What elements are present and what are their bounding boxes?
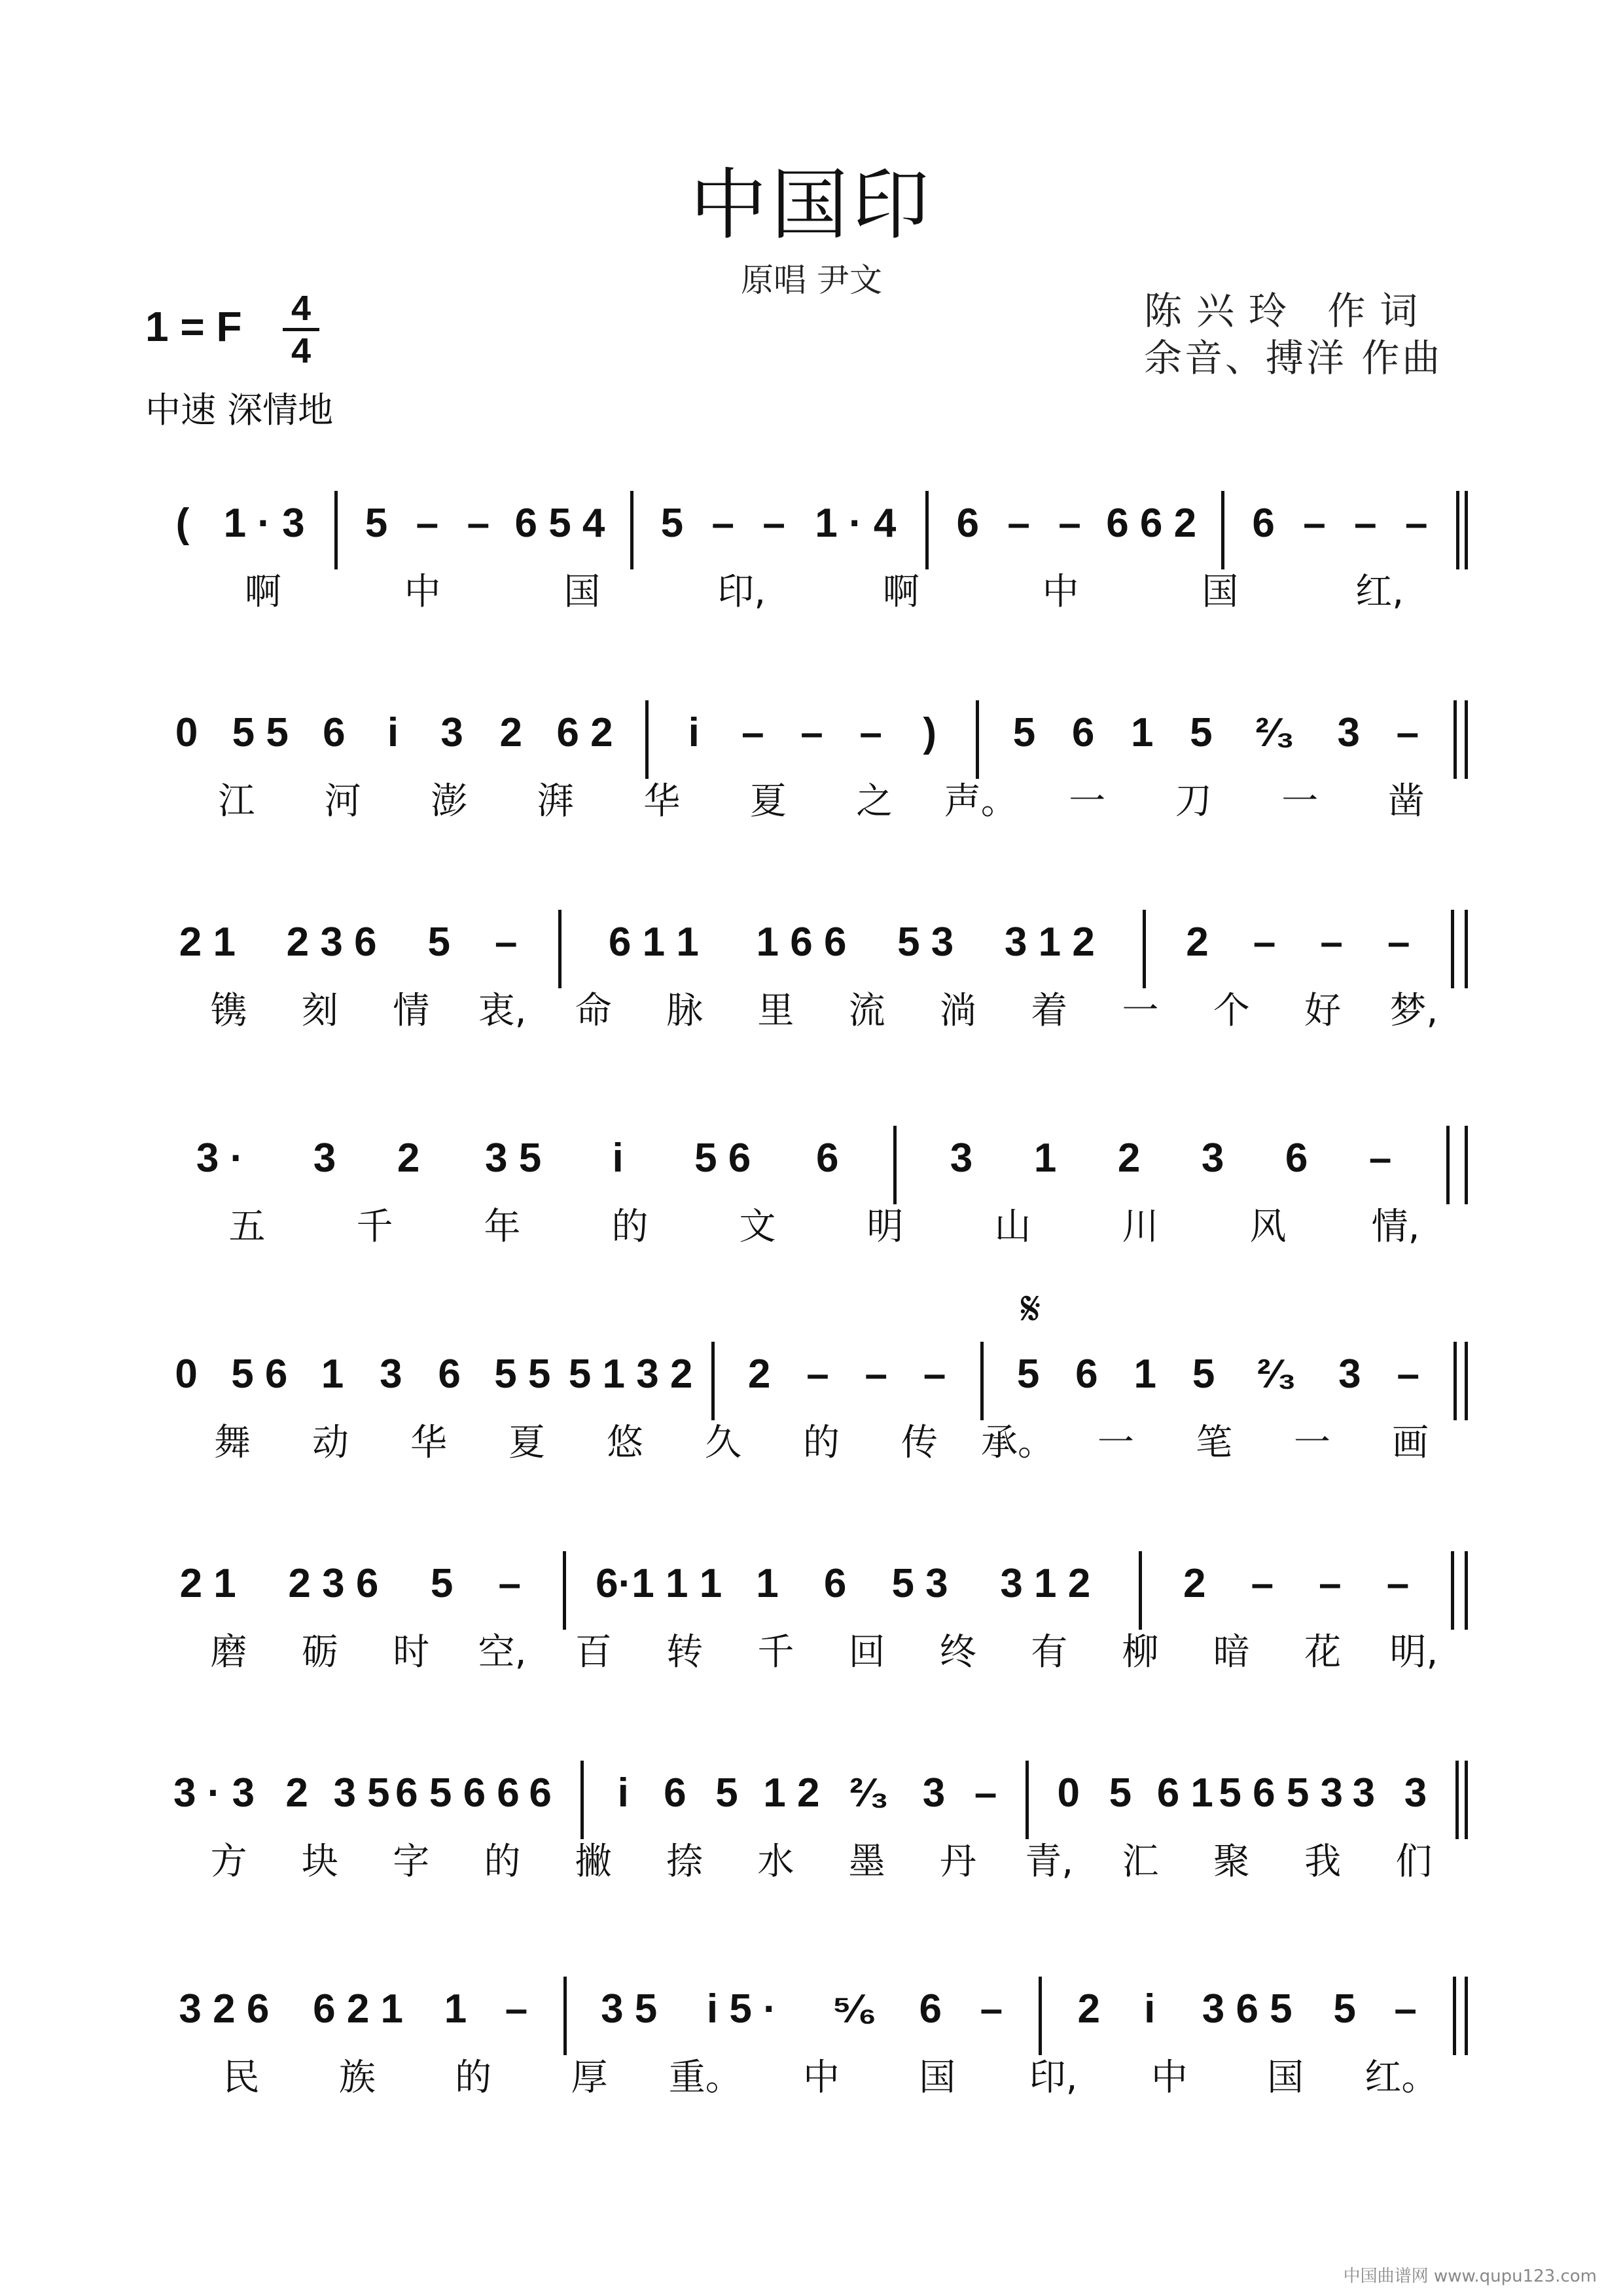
note-group: – (711, 501, 735, 546)
lyric-char: 风 (1249, 1206, 1287, 1248)
note-group: ²⁄₃ (849, 1770, 889, 1816)
note-group: ²⁄₃ (1255, 710, 1294, 755)
lyric-char: 脉 (666, 990, 704, 1032)
note-group: 3 (1338, 1352, 1361, 1397)
notation-row (0, 1558, 1623, 1623)
note-group: i (617, 1770, 629, 1816)
note-group: 6 (664, 1770, 687, 1816)
lyric-char: 我 (1304, 1840, 1342, 1883)
note-group: 5 1 3 2 (568, 1352, 693, 1397)
notation-row (0, 916, 1623, 982)
lyric-char: 之 (856, 780, 893, 823)
lyric-char: 一 (1097, 1422, 1134, 1464)
lyric-char: 国 (1202, 571, 1239, 613)
lyric-char: 国 (563, 571, 601, 613)
lyric-char: 的 (611, 1206, 649, 1248)
note-group: 6 1 1 (608, 920, 699, 965)
note-group: 1 (1033, 1136, 1057, 1181)
note-group: – (762, 501, 785, 546)
lyric-char: 的 (484, 1840, 521, 1883)
note-group: 6 (1071, 710, 1095, 755)
barline (1446, 1126, 1450, 1204)
note-group: – (800, 710, 823, 755)
note-group: 5 3 (891, 1561, 948, 1606)
note-group: 5 (1192, 1352, 1215, 1397)
barline (711, 1342, 715, 1420)
lyric-char: 啊 (244, 571, 281, 613)
note-group: i (612, 1136, 624, 1181)
lyric-char: 千 (757, 1631, 794, 1674)
note-group: 3 (313, 1136, 336, 1181)
lyric-char: 华 (410, 1422, 447, 1464)
lyric-char: 红。 (1364, 2056, 1438, 2099)
note-group: 1 2 (763, 1770, 820, 1816)
note-group: i 5 · (706, 1986, 777, 2032)
barline (1451, 910, 1454, 988)
notation-row (0, 1767, 1623, 1833)
note-group: – (1386, 1561, 1410, 1606)
lyric-char: 年 (484, 1206, 521, 1248)
barline (980, 1342, 984, 1420)
barline (1454, 700, 1457, 779)
lyricist-credit: 陈兴玲 作词 (1144, 289, 1433, 333)
lyric-char: 刻 (301, 990, 338, 1032)
lyric-char: 明, (1389, 1631, 1438, 1674)
note-group: – (1405, 501, 1428, 546)
lyric-char: 刀 (1175, 780, 1212, 823)
barline (1221, 491, 1224, 569)
note-group: 5 (1333, 1986, 1356, 2032)
lyric-char: 转 (666, 1631, 704, 1674)
lyric-char: 明 (866, 1206, 904, 1248)
lyric-char: 民 (223, 2056, 260, 2099)
barline (563, 1551, 566, 1630)
lyric-char: 五 (228, 1206, 266, 1248)
barline-end (1465, 700, 1468, 779)
barline (563, 1977, 567, 2055)
barline (893, 1126, 897, 1204)
lyric-char: 好 (1304, 990, 1342, 1032)
lyric-char: 水 (757, 1840, 794, 1883)
note-group: 6 (1075, 1352, 1098, 1397)
barline (1454, 1342, 1457, 1420)
key-signature: 1 = F (145, 303, 242, 350)
note-group: 1 (756, 1561, 779, 1606)
lyric-char: 笔 (1196, 1422, 1232, 1464)
note-group: 5 6 (694, 1136, 751, 1181)
lyric-char: 国 (919, 2056, 956, 2099)
note-group: – (806, 1352, 829, 1397)
lyric-char: 镌 (210, 990, 247, 1032)
lyrics-row (0, 779, 1623, 844)
lyric-char: 流 (848, 990, 885, 1032)
note-group: – (741, 710, 764, 755)
note-group: 5 (1012, 710, 1036, 755)
note-group: ²⁄₃ (1257, 1352, 1296, 1397)
note-group: 6 5 4 (514, 501, 605, 546)
note-group: 5 6 (231, 1352, 288, 1397)
note-group: 3 (1404, 1770, 1427, 1816)
score-line (0, 1132, 1623, 1263)
lyric-char: 着 (1031, 990, 1068, 1032)
composer-credit: 余音、搏洋 作曲 (1144, 336, 1443, 380)
note-group: – (980, 1986, 1003, 2032)
note-group: 5 5 (494, 1352, 551, 1397)
lyrics-row (0, 1204, 1623, 1270)
notation-row (0, 1348, 1623, 1414)
note-group: 6 2 1 (313, 1986, 404, 2032)
lyric-char: 江 (218, 780, 255, 823)
score-line (0, 916, 1623, 1047)
lyric-char: 青, (1025, 1840, 1074, 1883)
lyric-char: 们 (1395, 1840, 1433, 1883)
score-line (0, 497, 1623, 628)
note-group: 2 1 (179, 920, 236, 965)
note-group: 5 (660, 501, 684, 546)
note-group: 3 (1337, 710, 1360, 755)
note-group: 5 (1190, 710, 1213, 755)
barline (630, 491, 633, 569)
note-group: 2 (1117, 1136, 1141, 1181)
barline (1139, 1551, 1142, 1630)
note-group: – (865, 1352, 888, 1397)
note-group: 2 (747, 1352, 771, 1397)
lyric-char: 中 (404, 571, 441, 613)
lyric-char: 丹 (939, 1840, 976, 1883)
note-group: ) (923, 710, 937, 755)
note-group: 3 (922, 1770, 946, 1816)
barline (925, 491, 929, 569)
lyric-char: 的 (455, 2056, 492, 2099)
note-group: 3 6 5 (1202, 1986, 1293, 2032)
lyric-char: 中 (803, 2056, 840, 2099)
note-group: – (498, 1561, 521, 1606)
barline-end (1465, 1551, 1468, 1630)
note-group: 3 5 (601, 1986, 658, 2032)
lyric-char: 捺 (666, 1840, 704, 1883)
note-group: 5 3 (897, 920, 954, 965)
note-group: 3 1 2 (1000, 1561, 1091, 1606)
note-group: 0 (175, 1352, 198, 1397)
note-group: i (688, 710, 700, 755)
note-group: 5 5 (232, 710, 289, 755)
note-group: i (1144, 1986, 1156, 2032)
segno-mark: 𝄋 (1020, 1283, 1041, 1335)
note-group: 1 (321, 1352, 344, 1397)
lyric-char: 湃 (537, 780, 574, 823)
note-group: 3 (1352, 1770, 1376, 1816)
note-group: 2 3 6 (286, 920, 377, 965)
tempo-marking: 中速 深情地 (145, 389, 334, 431)
lyric-char: 砺 (301, 1631, 338, 1674)
lyric-char: 印, (717, 571, 766, 613)
note-group: 5 (427, 920, 450, 965)
watermark: 中国曲谱网 www.qupu123.com (1343, 2267, 1597, 2286)
lyric-char: 时 (393, 1631, 430, 1674)
lyric-char: 中 (1150, 2056, 1188, 2099)
note-group: 6 (323, 710, 346, 755)
lyric-char: 族 (338, 2056, 376, 2099)
note-group: 5 (1109, 1770, 1132, 1816)
note-group: 2 1 (179, 1561, 236, 1606)
lyric-char: 悠 (607, 1422, 643, 1464)
note-group: 3 (440, 710, 463, 755)
note-group: 3 (380, 1352, 402, 1397)
note-group: 5 (715, 1770, 738, 1816)
lyric-char: 动 (312, 1422, 349, 1464)
note-group: – (1397, 1352, 1419, 1397)
note-group: – (1394, 1986, 1417, 2032)
note-group: i (387, 710, 399, 755)
note-group: 5 (365, 501, 388, 546)
barline (645, 700, 649, 779)
note-group: 6 6 2 (1106, 501, 1197, 546)
time-signature-bottom: 4 (291, 331, 312, 370)
lyric-char: 梦, (1389, 990, 1438, 1032)
lyric-char: 花 (1304, 1631, 1342, 1674)
notation-row (0, 1132, 1623, 1198)
lyric-char: 厚 (571, 2056, 608, 2099)
note-group: 5 (1016, 1352, 1040, 1397)
note-group: 5 6 5 3 (1219, 1770, 1344, 1816)
lyric-char: 块 (301, 1840, 338, 1883)
lyric-char: 印, (1029, 2056, 1078, 2099)
note-group: 6 (815, 1136, 839, 1181)
note-group: – (467, 501, 490, 546)
lyrics-row (0, 569, 1623, 635)
lyrics-row (0, 1839, 1623, 1905)
note-group: 3 · (196, 1136, 244, 1181)
note-group: 6 (1285, 1136, 1308, 1181)
note-group: 2 (1183, 1561, 1206, 1606)
lyric-char: 国 (1267, 2056, 1304, 2099)
note-group: – (416, 501, 439, 546)
note-group: 1 (1130, 710, 1154, 755)
note-group: – (1396, 710, 1419, 755)
lyric-char: 夏 (508, 1422, 545, 1464)
lyrics-row (0, 1630, 1623, 1695)
note-group: 6 (1252, 501, 1275, 546)
note-group: 1 6 6 (756, 920, 847, 965)
note-group: – (923, 1352, 946, 1397)
barline (580, 1761, 584, 1839)
note-group: 3 2 6 (179, 1986, 270, 2032)
lyric-char: 舞 (214, 1422, 251, 1464)
lyric-char: 命 (575, 990, 612, 1032)
note-group: – (1354, 501, 1377, 546)
barline-end (1465, 1977, 1468, 2055)
lyric-char: 的 (803, 1422, 840, 1464)
note-group: 1 (444, 1986, 467, 2032)
note-group: 2 (397, 1136, 420, 1181)
lyric-char: 有 (1031, 1631, 1068, 1674)
barline (1026, 1761, 1029, 1839)
lyric-char: 文 (739, 1206, 776, 1248)
note-group: – (859, 710, 882, 755)
lyric-char: 空, (478, 1631, 527, 1674)
note-group: – (1251, 1561, 1274, 1606)
note-group: 3 (1201, 1136, 1224, 1181)
lyric-char: 撇 (575, 1840, 612, 1883)
note-group: – (974, 1770, 997, 1816)
barline (1453, 1977, 1456, 2055)
score-line (0, 1983, 1623, 2114)
time-signature (281, 291, 321, 368)
lyric-char: 方 (210, 1840, 247, 1883)
lyric-char: 山 (994, 1206, 1031, 1248)
barline-end (1465, 1126, 1468, 1204)
note-group: – (1368, 1136, 1392, 1181)
note-group: – (1253, 920, 1276, 965)
note-group: 6 (438, 1352, 461, 1397)
lyric-char: 墨 (848, 1840, 885, 1883)
lyric-char: 红, (1355, 571, 1404, 613)
song-title: 中国印 (689, 160, 933, 250)
score-line (0, 1558, 1623, 1689)
barline (1451, 1551, 1454, 1630)
note-group: 6 2 (556, 710, 613, 755)
lyric-char: 夏 (749, 780, 787, 823)
note-group: 1 · 3 (223, 501, 305, 546)
lyric-char: 承。 (981, 1422, 1054, 1464)
note-group: 6 (529, 1770, 552, 1816)
note-group: – (1320, 920, 1343, 965)
lyric-char: 久 (705, 1422, 741, 1464)
lyric-char: 中 (1042, 571, 1079, 613)
note-group: 3 5 (484, 1136, 542, 1181)
note-group: 3 1 2 (1004, 920, 1095, 965)
note-group: 6·1 1 1 (596, 1561, 722, 1606)
note-group: 3 · 3 (173, 1770, 255, 1816)
barline (1039, 1977, 1042, 2055)
note-group: ( (175, 501, 190, 546)
note-group: – (1058, 501, 1081, 546)
lyric-char: 凿 (1387, 780, 1425, 823)
note-group: – (1303, 501, 1326, 546)
time-signature-top: 4 (291, 289, 312, 328)
note-group: 3 5 (333, 1770, 390, 1816)
note-group: – (1319, 1561, 1342, 1606)
note-group: – (1007, 501, 1030, 546)
lyric-char: 一 (1294, 1422, 1330, 1464)
note-group: ⁵⁄₆ (832, 1986, 877, 2032)
lyric-char: 传 (901, 1422, 938, 1464)
note-group: 1 · 4 (815, 501, 897, 546)
lyric-char: 字 (393, 1840, 430, 1883)
barline-end (1465, 1342, 1468, 1420)
barline-end (1465, 491, 1468, 569)
note-group: 2 (499, 710, 523, 755)
lyric-char: 里 (757, 990, 794, 1032)
note-group: 6 (823, 1561, 847, 1606)
barline (976, 700, 979, 779)
note-group: 2 3 6 (288, 1561, 379, 1606)
note-group: 2 (1186, 920, 1209, 965)
lyrics-row (0, 988, 1623, 1054)
lyric-char: 声。 (944, 780, 1018, 823)
lyric-char: 一 (1122, 990, 1159, 1032)
lyric-char: 终 (939, 1631, 976, 1674)
lyrics-row (0, 1420, 1623, 1486)
note-group: 0 (175, 710, 198, 755)
lyric-char: 一 (1069, 780, 1106, 823)
lyric-char: 回 (848, 1631, 885, 1674)
lyric-char: 汇 (1122, 1840, 1159, 1883)
barline (334, 491, 338, 569)
notation-row (0, 497, 1623, 563)
lyric-char: 画 (1392, 1422, 1429, 1464)
note-group: – (1387, 920, 1410, 965)
score-line (0, 1348, 1623, 1479)
note-group: 0 (1057, 1770, 1080, 1816)
note-group: 5 (430, 1561, 454, 1606)
barline (558, 910, 562, 988)
barline-end (1465, 1761, 1468, 1839)
notation-row (0, 707, 1623, 772)
note-group: – (495, 920, 518, 965)
note-group: 2 (1077, 1986, 1100, 2032)
barline (1455, 1761, 1459, 1839)
note-group: 6 (956, 501, 979, 546)
lyric-char: 暗 (1213, 1631, 1250, 1674)
lyric-char: 百 (575, 1631, 612, 1674)
note-group: 6 (919, 1986, 942, 2032)
lyric-char: 澎 (431, 780, 468, 823)
note-group: 6 1 (1156, 1770, 1213, 1816)
lyric-char: 川 (1122, 1206, 1159, 1248)
note-group: 2 (285, 1770, 308, 1816)
lyric-char: 情 (393, 990, 430, 1032)
note-group: 1 (1133, 1352, 1156, 1397)
lyric-char: 磨 (210, 1631, 247, 1674)
lyric-char: 千 (356, 1206, 393, 1248)
score-line (0, 1767, 1623, 1898)
lyric-char: 河 (324, 780, 361, 823)
lyric-char: 聚 (1213, 1840, 1250, 1883)
note-group: 6 5 6 6 (395, 1770, 520, 1816)
lyric-char: 衷, (478, 990, 527, 1032)
lyric-char: 淌 (939, 990, 976, 1032)
lyric-char: 华 (643, 780, 681, 823)
barline-end (1465, 910, 1468, 988)
lyric-char: 一 (1281, 780, 1319, 823)
barline (1456, 491, 1459, 569)
lyrics-row (0, 2055, 1623, 2121)
original-singer: 原唱 尹文 (741, 261, 882, 299)
note-group: – (505, 1986, 528, 2032)
lyric-char: 个 (1213, 990, 1250, 1032)
lyric-char: 柳 (1122, 1631, 1159, 1674)
barline (1143, 910, 1146, 988)
lyric-char: 啊 (882, 571, 919, 613)
lyric-char: 重。 (668, 2056, 742, 2099)
lyric-char: 情, (1371, 1206, 1420, 1248)
notation-row (0, 1983, 1623, 2049)
score-line (0, 707, 1623, 838)
note-group: 3 (950, 1136, 973, 1181)
